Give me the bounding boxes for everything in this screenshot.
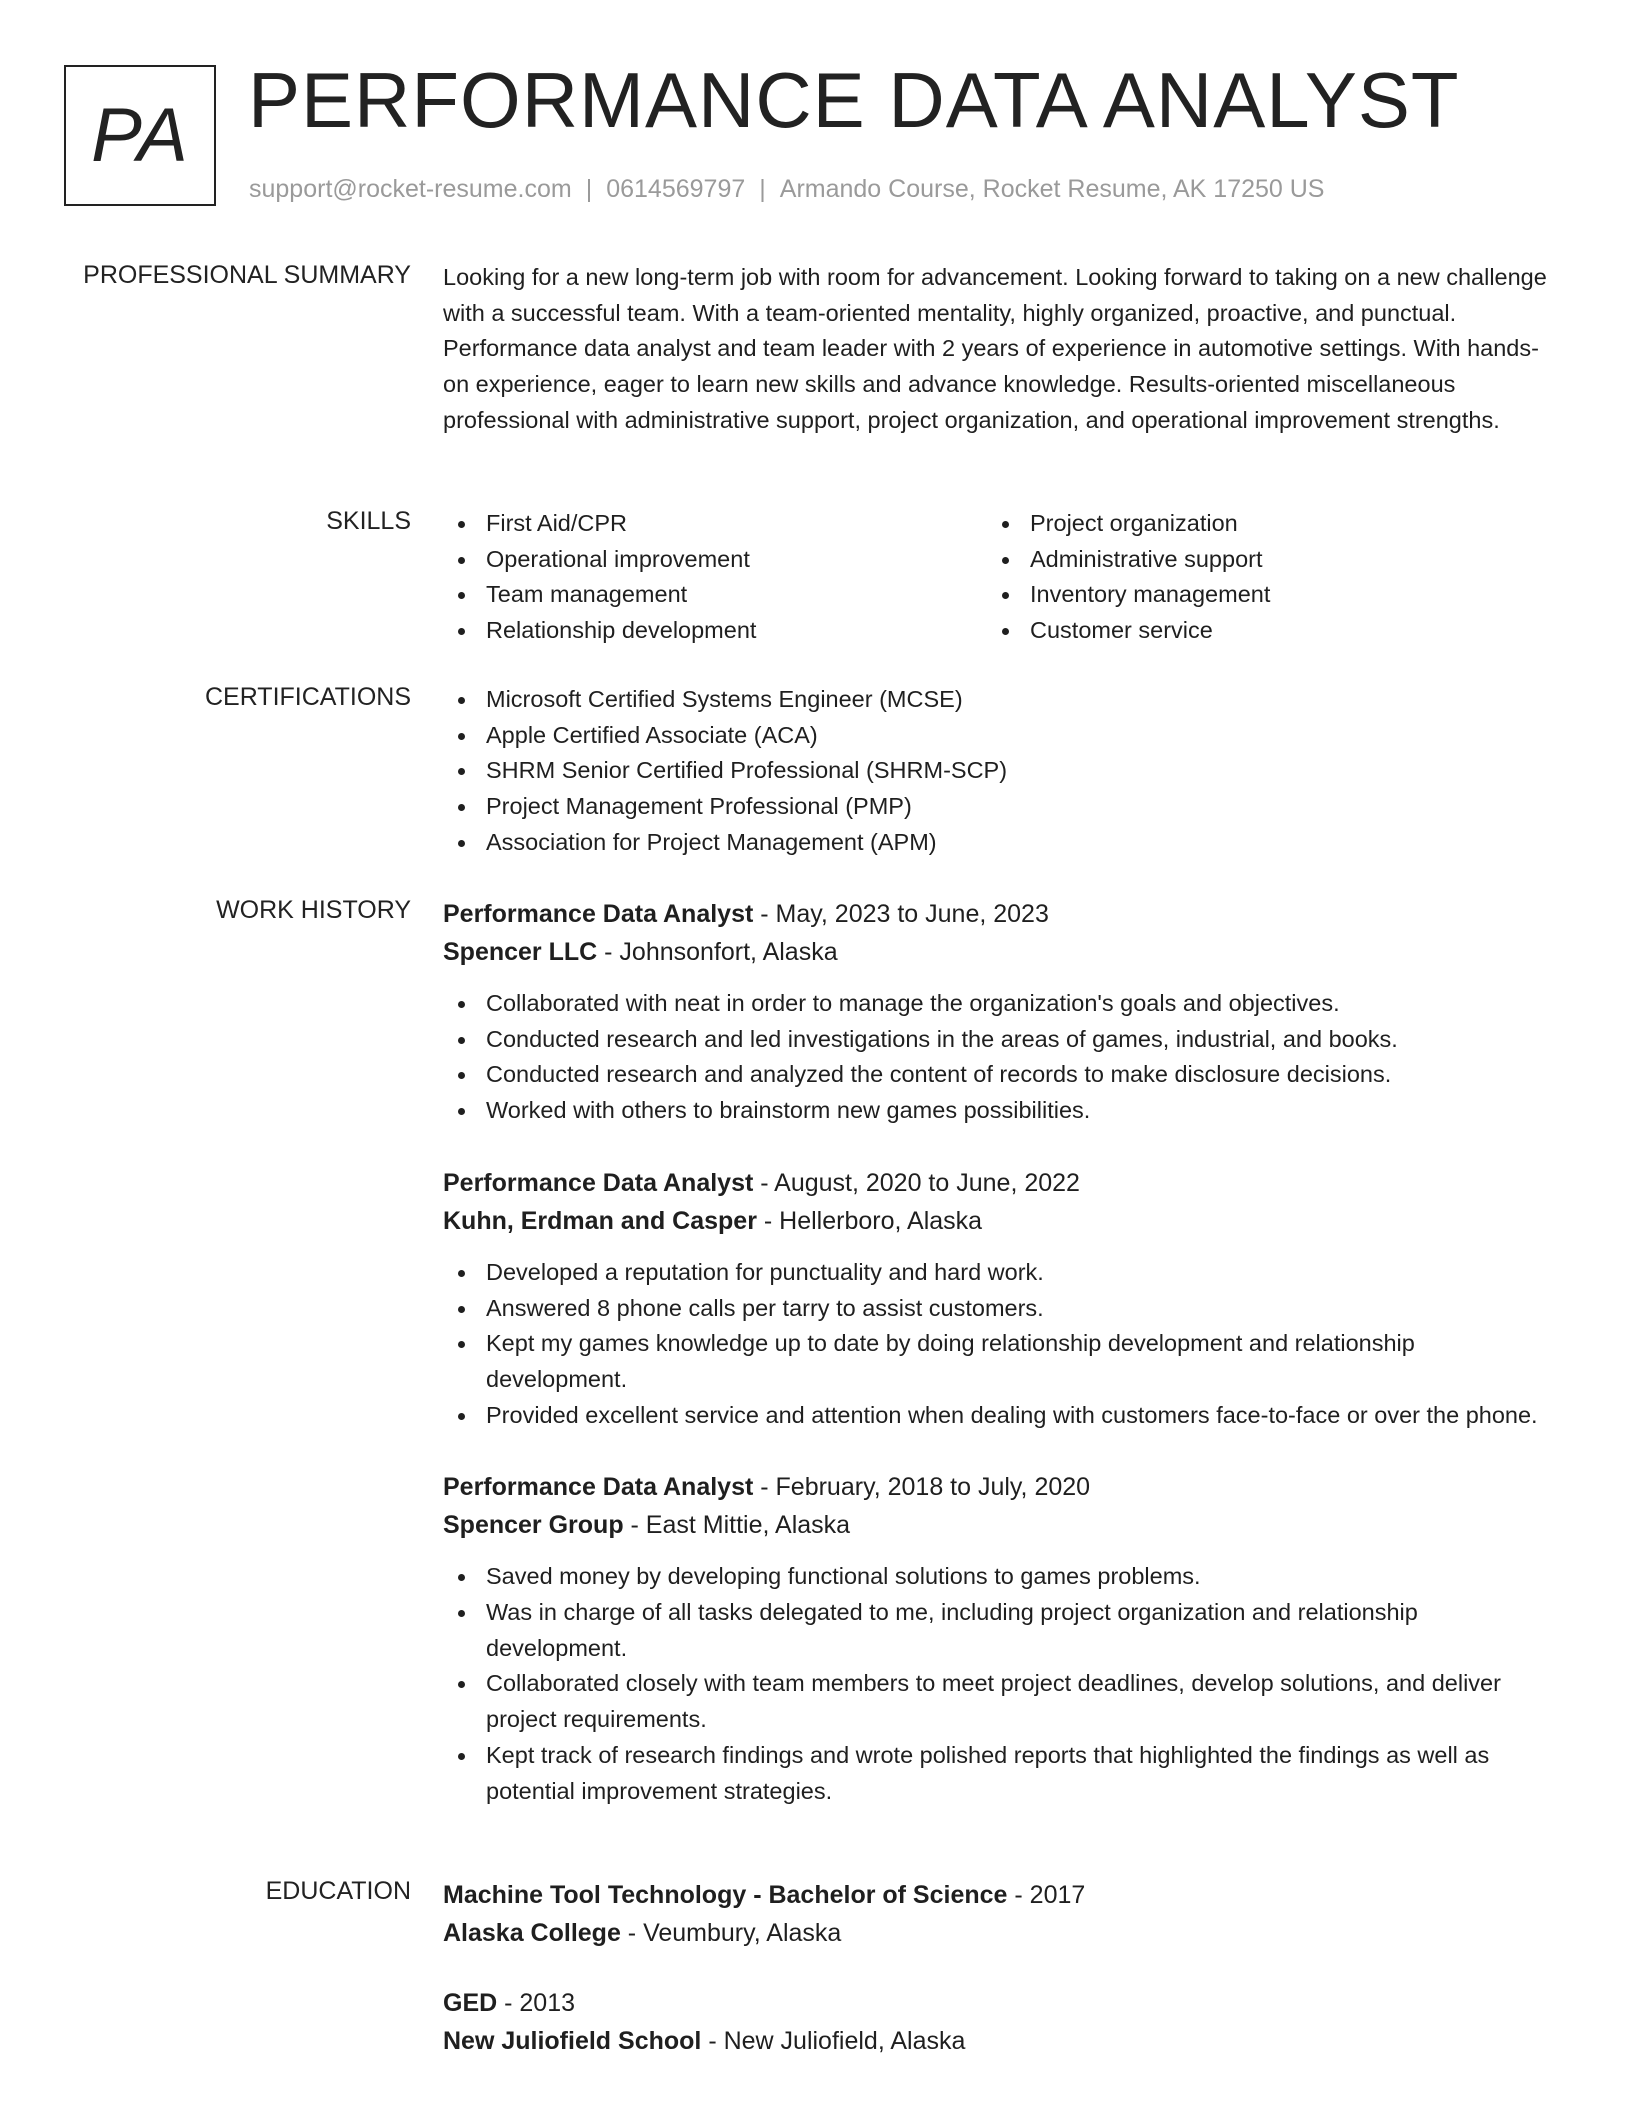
skill-item: Team management [443, 577, 987, 613]
skill-item: Operational improvement [443, 542, 987, 578]
section-label: CERTIFICATIONS [204, 683, 411, 711]
education-entry [443, 1984, 1558, 2060]
job-bullets [443, 986, 1558, 1129]
job-entry [443, 895, 1558, 1129]
job-dates: - August, 2020 to June, 2022 [753, 1168, 1080, 1197]
job-bullet: Conducted research and analyzed the content of records to make disclosure decisions. [443, 1057, 1558, 1093]
job-bullet: Developed a reputation for punctuality and hard work. [443, 1255, 1558, 1291]
job-company-line [443, 1506, 1558, 1544]
skills-list [443, 506, 987, 649]
education-year: - 2013 [497, 1989, 576, 2017]
education-degree: GED [443, 1989, 498, 2017]
job-bullet: Worked with others to brainstorm new games possibilities. [443, 1093, 1558, 1129]
job-company-line [443, 1202, 1558, 1240]
job-bullet: Kept my games knowledge up to date by doing relationship development and relationship development. [443, 1326, 1558, 1397]
education-degree: Machine Tool Technology - Bachelor of Science [443, 1881, 1008, 1909]
monogram-initials: PA [64, 65, 216, 206]
job-title: Performance Data Analyst [443, 1473, 754, 1502]
job-bullets [443, 1559, 1558, 1809]
job-entry [443, 1468, 1558, 1809]
education-degree-line [443, 1984, 1558, 2022]
skill-item: Customer service [987, 613, 1531, 649]
job-bullet: Answered 8 phone calls per tarry to assist customers. [443, 1291, 1558, 1327]
education-school-line [443, 2022, 1558, 2060]
job-bullet: Collaborated closely with team members to meet project deadlines, develop solutions, and deliver project requirements. [443, 1666, 1558, 1737]
job-location: - East Mittie, Alaska [623, 1511, 851, 1540]
certification-item: Association for Project Management (APM) [443, 825, 1558, 861]
job-title: Performance Data Analyst [443, 1168, 754, 1197]
summary-text: Looking for a new long-term job with room for advancement. Looking forward to taking on a new challenge with a successful team. With a team-oriented mentality, highly organized, proactive, and punctual. Performance data analyst and team leader with 2 years of experience in automotive settings. With hands-on experience, eager to learn new skills and advance knowledge. Results-oriented miscellaneous professional with administrative support, project organization, and operational improvement strengths. [443, 264, 1547, 433]
education-degree-line [443, 1876, 1558, 1914]
job-company: Spencer Group [443, 1511, 624, 1540]
contact-address: Armando Course, Rocket Resume, AK 17250 US [779, 175, 1325, 203]
education-school-line [443, 1914, 1558, 1952]
contact-separator: | [585, 175, 593, 203]
education-school: Alaska College [443, 1919, 621, 1947]
skill-item: First Aid/CPR [443, 506, 987, 542]
summary-content [443, 260, 1558, 439]
contact-separator: | [759, 175, 766, 203]
section-label: EDUCATION [265, 1877, 411, 1905]
education-entry [443, 1876, 1558, 1952]
page-title: PERFORMANCE DATA ANALYST [248, 56, 1460, 144]
job-company: Spencer LLC [443, 938, 598, 966]
job-bullet: Was in charge of all tasks delegated to me, including project organization and relationship development. [443, 1595, 1558, 1666]
job-bullet: Provided excellent service and attention when dealing with customers face-to-face or over the phone. [443, 1398, 1558, 1434]
job-title-line [443, 895, 1558, 933]
job-company: Kuhn, Erdman and Casper [443, 1206, 757, 1235]
job-bullets [443, 1255, 1558, 1434]
certification-item: Microsoft Certified Systems Engineer (MCSE) [443, 682, 1558, 718]
skill-item: Inventory management [987, 577, 1531, 613]
skills-content [443, 506, 1558, 649]
job-title-line [443, 1468, 1558, 1506]
education-year: - 2017 [1007, 1881, 1086, 1909]
skills-list [987, 506, 1531, 649]
skill-item: Relationship development [443, 613, 987, 649]
job-bullet: Kept track of research findings and wrote polished reports that highlighted the findings as well as potential improvement strategies. [443, 1738, 1558, 1809]
job-company-line [443, 933, 1558, 971]
section-label: PROFESSIONAL SUMMARY [83, 261, 411, 289]
job-bullet: Saved money by developing functional solutions to games problems. [443, 1559, 1558, 1595]
contact-phone: 0614569797 [606, 175, 746, 203]
job-location: - Johnsonfort, Alaska [597, 938, 838, 966]
certifications-list [443, 682, 1558, 861]
job-location: - Hellerboro, Alaska [756, 1206, 983, 1235]
education-location: - New Juliofield, Alaska [701, 2027, 966, 2055]
education-location: - Veumbury, Alaska [620, 1919, 842, 1947]
certifications-content [443, 682, 1558, 861]
job-title: Performance Data Analyst [443, 900, 754, 928]
section-label: WORK HISTORY [216, 896, 411, 924]
certification-item: SHRM Senior Certified Professional (SHRM-SCP) [443, 753, 1558, 789]
certification-item: Project Management Professional (PMP) [443, 789, 1558, 825]
contact-line [249, 174, 1324, 204]
certification-item: Apple Certified Associate (ACA) [443, 718, 1558, 754]
contact-email: support@rocket-resume.com [249, 175, 572, 203]
job-dates: - May, 2023 to June, 2023 [753, 900, 1049, 928]
skill-item: Project organization [987, 506, 1531, 542]
skill-item: Administrative support [987, 542, 1531, 578]
education-content [443, 1876, 1558, 2092]
job-dates: - February, 2018 to July, 2020 [753, 1473, 1091, 1502]
job-bullet: Collaborated with neat in order to manage the organization's goals and objectives. [443, 986, 1558, 1022]
job-bullet: Conducted research and led investigations in the areas of games, industrial, and books. [443, 1022, 1558, 1058]
job-entry [443, 1164, 1558, 1434]
education-school: New Juliofield School [443, 2027, 702, 2055]
work-history-content [443, 895, 1558, 1844]
job-title-line [443, 1164, 1558, 1202]
section-label: SKILLS [326, 507, 411, 535]
